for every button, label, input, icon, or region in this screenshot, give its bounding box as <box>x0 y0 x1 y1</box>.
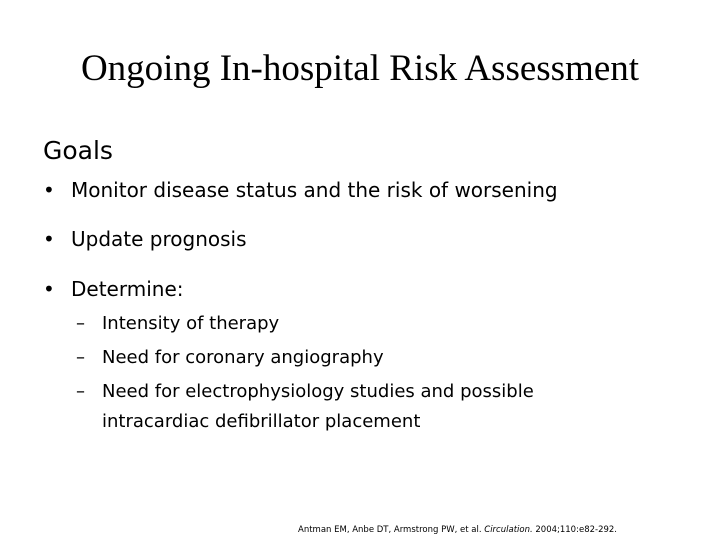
bullet-marker: • <box>43 277 55 301</box>
bullet-item <box>43 176 558 204</box>
citation-details: 2004;110:e82-292. <box>535 525 617 535</box>
slide-title: Ongoing In-hospital Risk Assessment <box>80 48 640 89</box>
sub-bullet-item <box>76 380 534 404</box>
sub-bullet-text: Need for electrophysiology studies and possible <box>102 381 534 402</box>
bullet-marker: • <box>43 227 55 251</box>
bullet-item <box>43 225 247 253</box>
sub-bullet-marker: – <box>76 313 85 334</box>
sub-bullet-marker: – <box>76 347 85 368</box>
sub-bullet-item <box>76 346 384 370</box>
citation-authors: Antman EM, Anbe DT, Armstrong PW, et al. <box>298 525 482 535</box>
sub-bullet-item <box>76 312 279 336</box>
sub-bullet-continuation: intracardiac defibrillator placement <box>102 411 421 432</box>
sub-bullet-text: Intensity of therapy <box>102 313 280 334</box>
bullet-text: Update prognosis <box>71 227 247 251</box>
bullet-text: Determine: <box>71 277 184 301</box>
bullet-marker: • <box>43 178 55 202</box>
citation-journal: Circulation. <box>484 525 533 535</box>
sub-bullet-text: Need for coronary angiography <box>102 347 384 368</box>
bullet-item <box>43 275 183 303</box>
section-heading-goals: Goals <box>43 136 113 165</box>
sub-bullet-marker: – <box>76 381 85 402</box>
citation <box>298 524 617 536</box>
bullet-text: Monitor disease status and the risk of worsening <box>71 178 558 202</box>
